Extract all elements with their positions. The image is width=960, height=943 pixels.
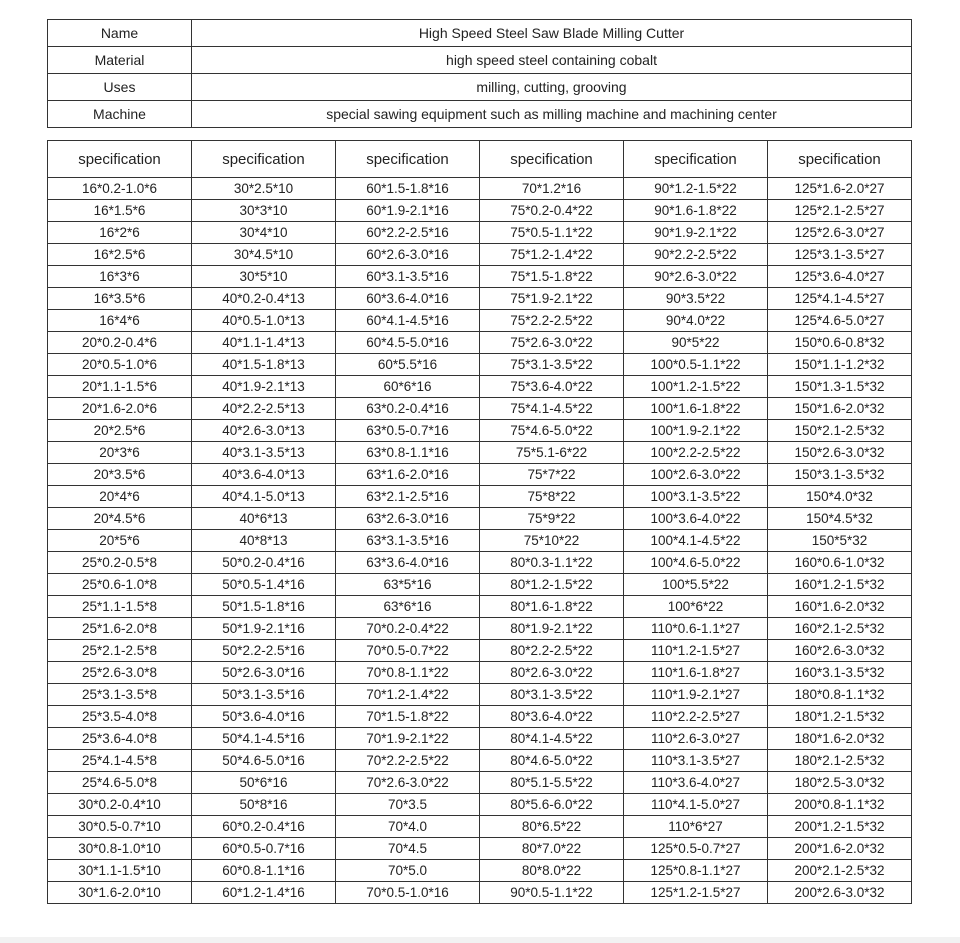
table-cell: 25*2.6-3.0*8 [48, 662, 192, 684]
table-cell: 63*3.1-3.5*16 [336, 530, 480, 552]
table-cell: 60*4.1-4.5*16 [336, 310, 480, 332]
table-cell: 160*0.6-1.0*32 [768, 552, 912, 574]
table-cell: 63*0.5-0.7*16 [336, 420, 480, 442]
table-cell: 50*1.9-2.1*16 [192, 618, 336, 640]
table-cell: 70*0.5-1.0*16 [336, 882, 480, 904]
specification-table [47, 140, 912, 904]
info-row [48, 20, 912, 47]
table-cell: 200*0.8-1.1*32 [768, 794, 912, 816]
table-cell: 80*2.2-2.5*22 [480, 640, 624, 662]
table-cell: 200*1.2-1.5*32 [768, 816, 912, 838]
table-row [48, 794, 912, 816]
table-cell: 160*2.6-3.0*32 [768, 640, 912, 662]
table-cell: 20*4*6 [48, 486, 192, 508]
table-cell: 20*3*6 [48, 442, 192, 464]
table-cell: 30*0.5-0.7*10 [48, 816, 192, 838]
info-row [48, 47, 912, 74]
table-cell: 125*3.6-4.0*27 [768, 266, 912, 288]
table-cell: 75*1.9-2.1*22 [480, 288, 624, 310]
table-row [48, 178, 912, 200]
table-cell: 90*1.2-1.5*22 [624, 178, 768, 200]
table-cell: 25*1.6-2.0*8 [48, 618, 192, 640]
table-row [48, 860, 912, 882]
table-cell: 60*1.9-2.1*16 [336, 200, 480, 222]
table-row [48, 618, 912, 640]
table-cell: 160*1.2-1.5*32 [768, 574, 912, 596]
table-row [48, 222, 912, 244]
table-cell: 80*6.5*22 [480, 816, 624, 838]
table-cell: 75*7*22 [480, 464, 624, 486]
table-row [48, 376, 912, 398]
table-cell: 63*2.6-3.0*16 [336, 508, 480, 530]
info-label: Name [48, 20, 192, 47]
table-cell: 70*3.5 [336, 794, 480, 816]
table-cell: 30*1.6-2.0*10 [48, 882, 192, 904]
info-value: High Speed Steel Saw Blade Milling Cutter [192, 20, 912, 47]
table-cell: 180*1.2-1.5*32 [768, 706, 912, 728]
info-label: Machine [48, 101, 192, 128]
table-cell: 80*2.6-3.0*22 [480, 662, 624, 684]
specification-body [48, 178, 912, 904]
table-cell: 30*4*10 [192, 222, 336, 244]
table-cell: 63*0.2-0.4*16 [336, 398, 480, 420]
table-cell: 40*3.1-3.5*13 [192, 442, 336, 464]
table-cell: 20*4.5*6 [48, 508, 192, 530]
table-cell: 70*4.0 [336, 816, 480, 838]
table-row [48, 750, 912, 772]
table-row [48, 244, 912, 266]
table-cell: 110*4.1-5.0*27 [624, 794, 768, 816]
table-row [48, 332, 912, 354]
table-row [48, 574, 912, 596]
table-cell: 100*1.9-2.1*22 [624, 420, 768, 442]
table-cell: 110*0.6-1.1*27 [624, 618, 768, 640]
table-row [48, 442, 912, 464]
table-cell: 70*1.2-1.4*22 [336, 684, 480, 706]
table-cell: 60*3.1-3.5*16 [336, 266, 480, 288]
table-cell: 50*0.5-1.4*16 [192, 574, 336, 596]
table-cell: 100*4.6-5.0*22 [624, 552, 768, 574]
table-cell: 50*3.6-4.0*16 [192, 706, 336, 728]
table-cell: 60*3.6-4.0*16 [336, 288, 480, 310]
info-row [48, 101, 912, 128]
table-cell: 30*2.5*10 [192, 178, 336, 200]
table-cell: 40*1.1-1.4*13 [192, 332, 336, 354]
table-cell: 20*5*6 [48, 530, 192, 552]
table-cell: 125*3.1-3.5*27 [768, 244, 912, 266]
table-cell: 180*2.5-3.0*32 [768, 772, 912, 794]
table-cell: 40*4.1-5.0*13 [192, 486, 336, 508]
table-cell: 20*3.5*6 [48, 464, 192, 486]
table-cell: 110*1.2-1.5*27 [624, 640, 768, 662]
table-cell: 50*4.1-4.5*16 [192, 728, 336, 750]
table-cell: 16*4*6 [48, 310, 192, 332]
table-cell: 50*6*16 [192, 772, 336, 794]
table-cell: 75*1.2-1.4*22 [480, 244, 624, 266]
table-cell: 70*1.9-2.1*22 [336, 728, 480, 750]
table-cell: 110*3.1-3.5*27 [624, 750, 768, 772]
column-header: specification [768, 141, 912, 178]
table-cell: 40*8*13 [192, 530, 336, 552]
table-cell: 60*1.2-1.4*16 [192, 882, 336, 904]
table-cell: 50*8*16 [192, 794, 336, 816]
table-cell: 60*4.5-5.0*16 [336, 332, 480, 354]
table-cell: 25*4.1-4.5*8 [48, 750, 192, 772]
table-row [48, 552, 912, 574]
table-row [48, 838, 912, 860]
table-row [48, 200, 912, 222]
table-cell: 180*2.1-2.5*32 [768, 750, 912, 772]
table-cell: 150*0.6-0.8*32 [768, 332, 912, 354]
table-cell: 70*1.5-1.8*22 [336, 706, 480, 728]
info-value: special sawing equipment such as milling machine and machining center [192, 101, 912, 128]
table-cell: 100*2.2-2.5*22 [624, 442, 768, 464]
table-cell: 63*1.6-2.0*16 [336, 464, 480, 486]
table-cell: 16*1.5*6 [48, 200, 192, 222]
table-cell: 80*7.0*22 [480, 838, 624, 860]
info-label: Material [48, 47, 192, 74]
table-cell: 90*1.9-2.1*22 [624, 222, 768, 244]
table-cell: 25*2.1-2.5*8 [48, 640, 192, 662]
table-row [48, 288, 912, 310]
table-cell: 40*2.6-3.0*13 [192, 420, 336, 442]
table-cell: 63*3.6-4.0*16 [336, 552, 480, 574]
bottom-edge [0, 937, 960, 943]
table-cell: 40*0.2-0.4*13 [192, 288, 336, 310]
product-info-body [48, 20, 912, 128]
table-cell: 80*1.6-1.8*22 [480, 596, 624, 618]
table-cell: 40*1.5-1.8*13 [192, 354, 336, 376]
table-cell: 180*0.8-1.1*32 [768, 684, 912, 706]
column-header: specification [624, 141, 768, 178]
table-cell: 150*1.6-2.0*32 [768, 398, 912, 420]
table-cell: 125*0.8-1.1*27 [624, 860, 768, 882]
table-cell: 70*5.0 [336, 860, 480, 882]
table-cell: 50*0.2-0.4*16 [192, 552, 336, 574]
table-cell: 16*0.2-1.0*6 [48, 178, 192, 200]
table-cell: 75*4.1-4.5*22 [480, 398, 624, 420]
table-cell: 150*1.3-1.5*32 [768, 376, 912, 398]
table-cell: 150*4.0*32 [768, 486, 912, 508]
table-row [48, 662, 912, 684]
table-cell: 90*4.0*22 [624, 310, 768, 332]
table-cell: 80*4.1-4.5*22 [480, 728, 624, 750]
table-row [48, 816, 912, 838]
table-cell: 110*6*27 [624, 816, 768, 838]
table-row [48, 486, 912, 508]
table-cell: 100*2.6-3.0*22 [624, 464, 768, 486]
table-cell: 100*5.5*22 [624, 574, 768, 596]
table-cell: 100*1.2-1.5*22 [624, 376, 768, 398]
table-cell: 70*4.5 [336, 838, 480, 860]
table-cell: 25*0.2-0.5*8 [48, 552, 192, 574]
table-cell: 40*3.6-4.0*13 [192, 464, 336, 486]
table-cell: 200*1.6-2.0*32 [768, 838, 912, 860]
table-cell: 100*6*22 [624, 596, 768, 618]
table-row [48, 266, 912, 288]
info-value: high speed steel containing cobalt [192, 47, 912, 74]
table-cell: 125*1.6-2.0*27 [768, 178, 912, 200]
table-cell: 75*0.5-1.1*22 [480, 222, 624, 244]
table-row [48, 464, 912, 486]
table-cell: 180*1.6-2.0*32 [768, 728, 912, 750]
table-cell: 75*9*22 [480, 508, 624, 530]
table-cell: 63*0.8-1.1*16 [336, 442, 480, 464]
table-cell: 75*10*22 [480, 530, 624, 552]
table-cell: 16*3*6 [48, 266, 192, 288]
table-cell: 150*4.5*32 [768, 508, 912, 530]
table-cell: 20*1.1-1.5*6 [48, 376, 192, 398]
table-cell: 70*2.2-2.5*22 [336, 750, 480, 772]
table-row [48, 398, 912, 420]
table-cell: 50*3.1-3.5*16 [192, 684, 336, 706]
table-cell: 150*3.1-3.5*32 [768, 464, 912, 486]
table-cell: 150*2.6-3.0*32 [768, 442, 912, 464]
table-cell: 100*0.5-1.1*22 [624, 354, 768, 376]
table-cell: 80*1.9-2.1*22 [480, 618, 624, 640]
table-cell: 16*2.5*6 [48, 244, 192, 266]
table-cell: 70*0.8-1.1*22 [336, 662, 480, 684]
table-cell: 80*5.1-5.5*22 [480, 772, 624, 794]
table-cell: 50*2.6-3.0*16 [192, 662, 336, 684]
table-cell: 125*2.1-2.5*27 [768, 200, 912, 222]
table-cell: 100*4.1-4.5*22 [624, 530, 768, 552]
table-cell: 200*2.6-3.0*32 [768, 882, 912, 904]
info-label: Uses [48, 74, 192, 101]
table-cell: 20*1.6-2.0*6 [48, 398, 192, 420]
table-cell: 40*1.9-2.1*13 [192, 376, 336, 398]
product-info-table [47, 19, 912, 128]
table-cell: 160*2.1-2.5*32 [768, 618, 912, 640]
table-cell: 110*3.6-4.0*27 [624, 772, 768, 794]
table-cell: 60*1.5-1.8*16 [336, 178, 480, 200]
table-cell: 25*1.1-1.5*8 [48, 596, 192, 618]
table-cell: 40*0.5-1.0*13 [192, 310, 336, 332]
table-row [48, 354, 912, 376]
table-cell: 90*3.5*22 [624, 288, 768, 310]
table-cell: 60*2.2-2.5*16 [336, 222, 480, 244]
table-cell: 125*4.6-5.0*27 [768, 310, 912, 332]
table-cell: 20*2.5*6 [48, 420, 192, 442]
table-cell: 150*2.1-2.5*32 [768, 420, 912, 442]
table-cell: 90*2.2-2.5*22 [624, 244, 768, 266]
table-cell: 60*2.6-3.0*16 [336, 244, 480, 266]
table-row [48, 640, 912, 662]
table-cell: 125*2.6-3.0*27 [768, 222, 912, 244]
table-row [48, 882, 912, 904]
table-cell: 16*2*6 [48, 222, 192, 244]
table-cell: 30*4.5*10 [192, 244, 336, 266]
table-cell: 125*1.2-1.5*27 [624, 882, 768, 904]
table-cell: 200*2.1-2.5*32 [768, 860, 912, 882]
table-cell: 60*6*16 [336, 376, 480, 398]
table-cell: 25*3.6-4.0*8 [48, 728, 192, 750]
table-cell: 20*0.2-0.4*6 [48, 332, 192, 354]
table-cell: 50*1.5-1.8*16 [192, 596, 336, 618]
table-row [48, 728, 912, 750]
table-cell: 25*4.6-5.0*8 [48, 772, 192, 794]
table-cell: 160*3.1-3.5*32 [768, 662, 912, 684]
table-cell: 25*3.5-4.0*8 [48, 706, 192, 728]
table-row [48, 684, 912, 706]
table-cell: 70*1.2*16 [480, 178, 624, 200]
table-row [48, 310, 912, 332]
table-row [48, 706, 912, 728]
table-cell: 100*3.6-4.0*22 [624, 508, 768, 530]
table-cell: 60*0.8-1.1*16 [192, 860, 336, 882]
info-value: milling, cutting, grooving [192, 74, 912, 101]
table-cell: 90*0.5-1.1*22 [480, 882, 624, 904]
table-cell: 125*4.1-4.5*27 [768, 288, 912, 310]
table-cell: 75*0.2-0.4*22 [480, 200, 624, 222]
table-cell: 150*5*32 [768, 530, 912, 552]
column-header: specification [336, 141, 480, 178]
table-cell: 80*5.6-6.0*22 [480, 794, 624, 816]
table-cell: 75*8*22 [480, 486, 624, 508]
table-cell: 80*3.1-3.5*22 [480, 684, 624, 706]
table-cell: 75*5.1-6*22 [480, 442, 624, 464]
table-cell: 70*0.5-0.7*22 [336, 640, 480, 662]
table-cell: 75*3.1-3.5*22 [480, 354, 624, 376]
table-cell: 80*3.6-4.0*22 [480, 706, 624, 728]
table-cell: 160*1.6-2.0*32 [768, 596, 912, 618]
table-row [48, 596, 912, 618]
table-row [48, 772, 912, 794]
table-cell: 110*1.6-1.8*27 [624, 662, 768, 684]
table-row [48, 508, 912, 530]
table-cell: 60*5.5*16 [336, 354, 480, 376]
info-row [48, 74, 912, 101]
table-cell: 40*2.2-2.5*13 [192, 398, 336, 420]
column-header: specification [480, 141, 624, 178]
table-cell: 20*0.5-1.0*6 [48, 354, 192, 376]
table-cell: 110*1.9-2.1*27 [624, 684, 768, 706]
table-cell: 30*1.1-1.5*10 [48, 860, 192, 882]
table-cell: 30*3*10 [192, 200, 336, 222]
table-cell: 50*2.2-2.5*16 [192, 640, 336, 662]
specification-header-row [48, 141, 912, 178]
table-cell: 80*8.0*22 [480, 860, 624, 882]
table-cell: 16*3.5*6 [48, 288, 192, 310]
column-header: specification [48, 141, 192, 178]
table-cell: 90*5*22 [624, 332, 768, 354]
table-cell: 80*1.2-1.5*22 [480, 574, 624, 596]
table-cell: 30*0.8-1.0*10 [48, 838, 192, 860]
table-cell: 110*2.6-3.0*27 [624, 728, 768, 750]
table-cell: 80*0.3-1.1*22 [480, 552, 624, 574]
table-cell: 25*3.1-3.5*8 [48, 684, 192, 706]
table-cell: 63*6*16 [336, 596, 480, 618]
table-cell: 63*5*16 [336, 574, 480, 596]
table-cell: 63*2.1-2.5*16 [336, 486, 480, 508]
table-cell: 60*0.5-0.7*16 [192, 838, 336, 860]
table-cell: 25*0.6-1.0*8 [48, 574, 192, 596]
column-header: specification [192, 141, 336, 178]
table-cell: 75*4.6-5.0*22 [480, 420, 624, 442]
table-cell: 30*0.2-0.4*10 [48, 794, 192, 816]
table-cell: 70*2.6-3.0*22 [336, 772, 480, 794]
table-cell: 100*3.1-3.5*22 [624, 486, 768, 508]
table-cell: 90*1.6-1.8*22 [624, 200, 768, 222]
table-cell: 60*0.2-0.4*16 [192, 816, 336, 838]
table-cell: 75*1.5-1.8*22 [480, 266, 624, 288]
table-cell: 30*5*10 [192, 266, 336, 288]
table-cell: 110*2.2-2.5*27 [624, 706, 768, 728]
table-row [48, 420, 912, 442]
table-cell: 75*2.6-3.0*22 [480, 332, 624, 354]
table-cell: 100*1.6-1.8*22 [624, 398, 768, 420]
table-cell: 150*1.1-1.2*32 [768, 354, 912, 376]
table-cell: 80*4.6-5.0*22 [480, 750, 624, 772]
table-cell: 70*0.2-0.4*22 [336, 618, 480, 640]
table-cell: 40*6*13 [192, 508, 336, 530]
table-cell: 75*3.6-4.0*22 [480, 376, 624, 398]
table-row [48, 530, 912, 552]
table-cell: 50*4.6-5.0*16 [192, 750, 336, 772]
table-cell: 90*2.6-3.0*22 [624, 266, 768, 288]
table-cell: 125*0.5-0.7*27 [624, 838, 768, 860]
table-cell: 75*2.2-2.5*22 [480, 310, 624, 332]
